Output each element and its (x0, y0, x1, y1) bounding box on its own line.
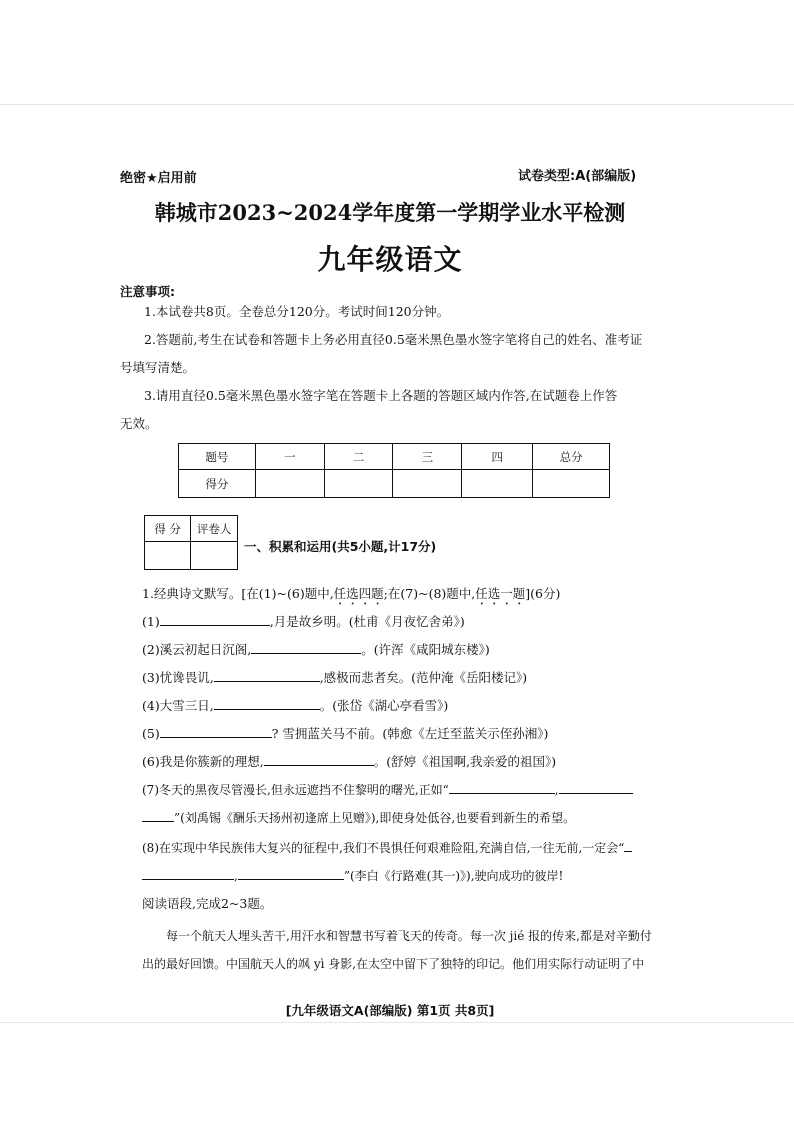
grader-score-label: 得 分 (145, 516, 191, 542)
score-table-header: 四 (462, 444, 533, 470)
question-1-8-cont: , ”(李白《行路难(其一)》),驶向成功的彼岸! (142, 867, 563, 885)
score-table-header: 三 (393, 444, 462, 470)
score-cell[interactable] (324, 470, 393, 498)
reading-paragraph: 每一个航天人埋头苦干,用汗水和智慧书写着飞天的传奇。每一次 jié 报的传来,都是对辛勤付 (166, 929, 652, 943)
grader-name-cell[interactable] (191, 542, 238, 570)
page-footer: [九年级语文A(部编版) 第1页 共8页] (285, 1003, 495, 1018)
answer-blank[interactable] (264, 753, 374, 766)
question-1-stem: 1.经典诗文默写。[在(1)~(6)题中,任选四题;在(7)~(8)题中,任选一题](6分) (142, 586, 561, 601)
question-1-3: (3)忧谗畏讥, ,感极而悲者矣。(范仲淹《岳阳楼记》) (142, 670, 528, 685)
score-cell[interactable] (255, 470, 324, 498)
notice-item: 3.请用直径0.5毫米黑色墨水签字笔在答题卡上各题的答题区域内作答,在试题卷上作答 (144, 388, 618, 403)
score-table-header: 总分 (533, 444, 610, 470)
notice-item: 2.答题前,考生在试卷和答题卡上务必用直径0.5毫米黑色墨水签字笔将自己的姓名、准考证 (144, 332, 643, 347)
answer-blank[interactable] (214, 669, 320, 682)
score-row-label: 得分 (179, 470, 256, 498)
question-1-7-cont: ”(刘禹锡《酬乐天扬州初逢席上见赠》),即使身处低谷,也要看到新生的希望。 (142, 809, 575, 827)
score-table-header: 一 (255, 444, 324, 470)
answer-blank[interactable] (624, 839, 632, 852)
answer-blank[interactable] (160, 613, 270, 626)
grader-score-cell[interactable] (145, 542, 191, 570)
score-table-header: 二 (324, 444, 393, 470)
exam-page (120, 105, 660, 1035)
grader-name-label: 评卷人 (191, 516, 238, 542)
reading-paragraph: 出的最好回馈。中国航天人的飒 yì 身影,在太空中留下了独特的印记。他们用实际行动证明了中 (142, 957, 645, 971)
notice-item: 号填写清楚。 (120, 360, 196, 375)
exam-title: 韩城市2023~2024学年度第一学期学业水平检测 (154, 200, 626, 225)
score-cell[interactable] (462, 470, 533, 498)
answer-blank[interactable] (214, 697, 320, 710)
reading-intro: 阅读语段,完成2~3题。 (142, 896, 273, 911)
paper-type-label: 试卷类型:A(部编版) (518, 169, 637, 184)
question-1-5: (5) ? 雪拥蓝关马不前。(韩愈《左迁至蓝关示侄孙湘》) (142, 726, 549, 741)
answer-blank[interactable] (142, 809, 174, 822)
score-table (178, 443, 610, 498)
score-table-header: 题号 (179, 444, 256, 470)
question-1-6: (6)我是你簇新的理想, 。(舒婷《祖国啊,我亲爱的祖国》) (142, 754, 557, 769)
answer-blank[interactable] (559, 781, 633, 794)
question-1-1: (1) ,月是故乡明。(杜甫《月夜忆舍弟》) (142, 614, 465, 629)
question-1-8: (8)在实现中华民族伟大复兴的征程中,我们不畏惧任何艰难险阻,充满自信,一往无前,一定会“ (142, 839, 632, 857)
score-cell[interactable] (533, 470, 610, 498)
confidential-label: 绝密★启用前 (120, 171, 197, 186)
section-title: 一、积累和运用(共5小题,计17分) (244, 539, 437, 554)
answer-blank[interactable] (251, 641, 361, 654)
answer-blank[interactable] (160, 725, 272, 738)
emphasis-text: 任选一题 (475, 586, 526, 601)
question-1-4: (4)大雪三日, 。(张岱《湖心亭看雪》) (142, 698, 449, 713)
emphasis-text: 任选四题 (333, 586, 384, 601)
grader-box (144, 515, 238, 570)
question-1-2: (2)溪云初起日沉阁, 。(许浑《咸阳城东楼》) (142, 642, 490, 657)
question-1-7: (7)冬天的黑夜尽管漫长,但永远遮挡不住黎明的曙光,正如“ , (142, 781, 633, 799)
answer-blank[interactable] (142, 867, 234, 880)
notice-item: 无效。 (120, 416, 158, 431)
score-cell[interactable] (393, 470, 462, 498)
subject-title: 九年级语文 (317, 243, 463, 276)
notice-heading: 注意事项: (120, 284, 175, 299)
answer-blank[interactable] (238, 867, 344, 880)
notice-item: 1.本试卷共8页。全卷总分120分。考试时间120分钟。 (144, 304, 450, 319)
answer-blank[interactable] (449, 781, 555, 794)
